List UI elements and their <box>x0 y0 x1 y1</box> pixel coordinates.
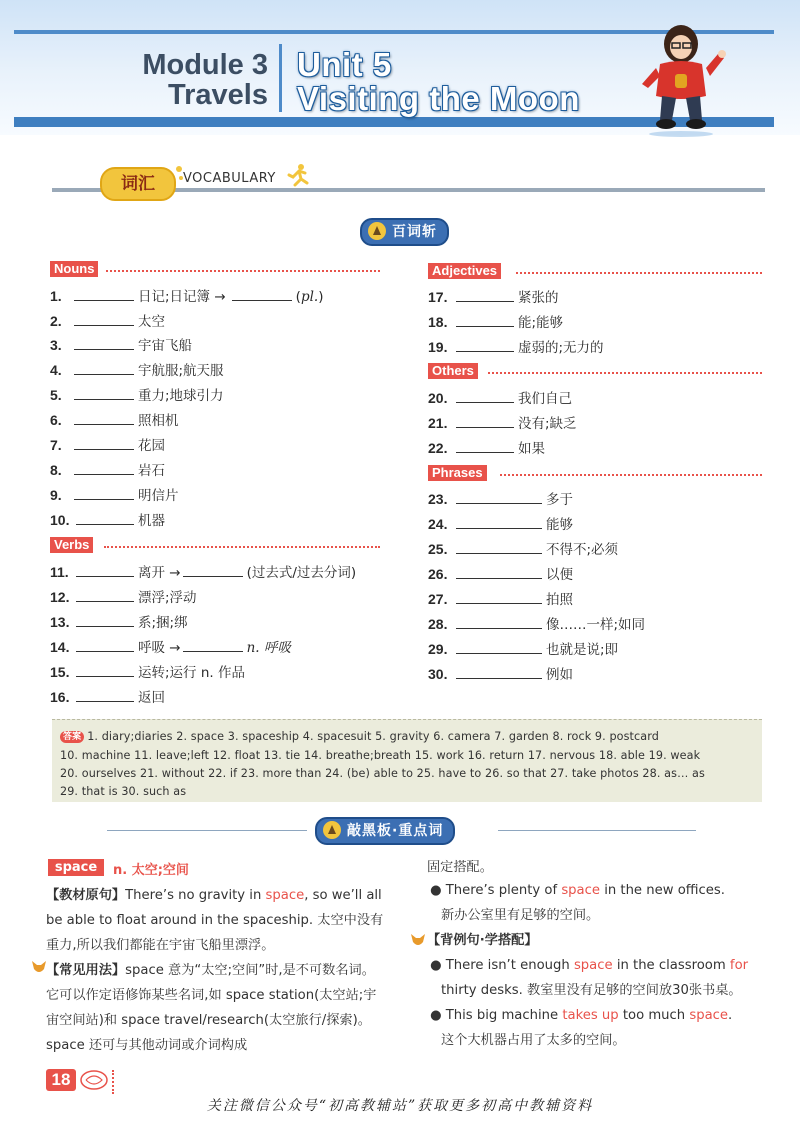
vocab-item: 20. 我们自己 <box>428 390 572 407</box>
category-nouns: Nouns <box>50 261 98 277</box>
vocab-title-cn: 词汇 <box>100 167 176 201</box>
vocab-item: 26. 以便 <box>428 566 573 583</box>
vocab-item: 2. 太空 <box>50 313 165 330</box>
answer-line: 20. ourselves 21. without 22. if 23. more than 24. (be) able to 25. have to 26. so that 27. take photos 28. as… as <box>60 767 705 780</box>
learn-collocations-label: 【背例句·学搭配】 <box>427 933 538 948</box>
decoration-icon <box>80 1070 108 1090</box>
category-phrases: Phrases <box>428 465 487 481</box>
answer-tag: 答案 <box>60 731 84 743</box>
example-translation: 这个大机器占用了太多的空间。 <box>441 1033 626 1048</box>
vocab-item: 25. 不得不;必须 <box>428 541 619 558</box>
badge-word-test <box>360 218 449 246</box>
badge-key-words-label: 敲黑板·重点词 <box>347 823 444 839</box>
keyword-definition: n. 太空;空间 <box>113 863 189 878</box>
usage-continued: 固定搭配。 <box>427 860 493 875</box>
vocab-item: 5. 重力;地球引力 <box>50 387 224 404</box>
banner-divider <box>279 44 282 112</box>
category-dots <box>106 270 380 272</box>
vocab-item: 8. 岩石 <box>50 462 165 479</box>
answer-line: 10. machine 11. leave;left 12. float 13. tie 14. breathe;breath 15. work 16. return 17. nervous 18. able 19. weak <box>60 749 701 762</box>
answer-box <box>52 719 762 802</box>
vocab-item: 4. 宇航服;航天服 <box>50 362 224 379</box>
answer-line: 29. that is 30. such as <box>60 785 187 798</box>
example-sentence-cont: thirty desks. 教室里没有足够的空间放30张书桌。 <box>441 983 742 998</box>
vocab-item: 23. 多于 <box>428 491 573 508</box>
category-dots <box>516 272 762 274</box>
vocab-item: 10. 机器 <box>50 512 165 529</box>
vocab-item: 1. 日记;日记簿 → (pl.) <box>50 288 324 305</box>
vocab-item: 14. 呼吸 → n. 呼吸 <box>50 639 291 656</box>
category-dots <box>488 372 762 374</box>
vocab-item: 17. 紧张的 <box>428 289 559 306</box>
section-rule <box>107 830 307 831</box>
vocab-item: 12. 漂浮;浮动 <box>50 589 197 606</box>
textbook-sentence: 【教材原句】There’s no gravity in space, so we’ll all be able to float around in the spaceship. 太空中没有重力,所以我们都能在宇宙飞船里漂浮。 <box>46 888 384 953</box>
vocab-item: 3. 宇宙飞船 <box>50 337 192 354</box>
girl-illustration <box>626 14 736 138</box>
scholar-icon <box>368 222 386 240</box>
vocab-item: 19. 虚弱的;无力的 <box>428 339 604 356</box>
vocab-item: 28. 像……一样;如同 <box>428 616 646 633</box>
example-translation: 新办公室里有足够的空间。 <box>441 908 600 923</box>
example-sentence: ● There’s plenty of space in the new offices. <box>430 883 725 898</box>
page-dots <box>112 1070 114 1094</box>
fox-icon <box>409 932 427 948</box>
vocab-dot <box>176 166 182 172</box>
vocab-item: 13. 系;捆;绑 <box>50 614 188 631</box>
category-dots <box>500 474 762 476</box>
vocab-item: 24. 能够 <box>428 516 573 533</box>
example-sentence: ● There isn’t enough space in the classroom for <box>430 958 749 973</box>
category-verbs: Verbs <box>50 537 93 553</box>
vocab-item: 18. 能;能够 <box>428 314 564 331</box>
vocab-item: 9. 明信片 <box>50 487 179 504</box>
vocab-item: 16. 返回 <box>50 689 165 706</box>
category-adjectives: Adjectives <box>428 263 501 279</box>
vocab-item: 6. 照相机 <box>50 412 179 429</box>
vocab-item: 15. 运转;运行 n. 作品 <box>50 664 245 681</box>
answer-line: 答案 1. diary;diaries 2. space 3. spaceship 4. spacesuit 5. gravity 6. camera 7. garden 8. rock 9. postcard <box>60 730 659 743</box>
vocab-title-en: VOCABULARY <box>183 171 276 186</box>
vocab-item: 29. 也就是说;即 <box>428 641 619 658</box>
vocab-item: 11. 离开 → (过去式/过去分词) <box>50 564 357 581</box>
section-rule <box>498 830 696 831</box>
badge-word-test-label: 百词斩 <box>392 224 437 240</box>
vocab-item: 7. 花园 <box>50 437 165 454</box>
vocab-item: 30. 例如 <box>428 666 573 683</box>
category-others: Others <box>428 363 478 379</box>
module-label: Module 3 <box>142 49 268 81</box>
unit-label: Unit 5 <box>297 46 392 83</box>
vocab-item: 27. 拍照 <box>428 591 573 608</box>
module-title: Travels <box>168 79 268 111</box>
unit-title: Visiting the Moon <box>297 80 580 117</box>
example-sentence: ● This big machine takes up too much space. <box>430 1008 733 1023</box>
category-dots <box>104 546 380 548</box>
runner-icon <box>287 163 309 187</box>
vocab-item: 22. 如果 <box>428 440 545 457</box>
common-usage: 【常见用法】space 意为“太空;空间”时,是不可数名词。它可以作定语修饰某些名词,如 space station(太空站;宇宙空间站)和 space travel/research(太空旅行/探索)。space 还可与其他动词或介词构成 <box>46 963 377 1053</box>
footer-note: 关注微信公众号“初高教辅站”获取更多初高中教辅资料 <box>206 1098 594 1114</box>
badge-key-words <box>315 817 455 845</box>
keyword-tag: space <box>48 859 104 876</box>
vocab-item: 21. 没有;缺乏 <box>428 415 577 432</box>
scholar-icon <box>323 821 341 839</box>
page-number: 18 <box>46 1069 76 1091</box>
